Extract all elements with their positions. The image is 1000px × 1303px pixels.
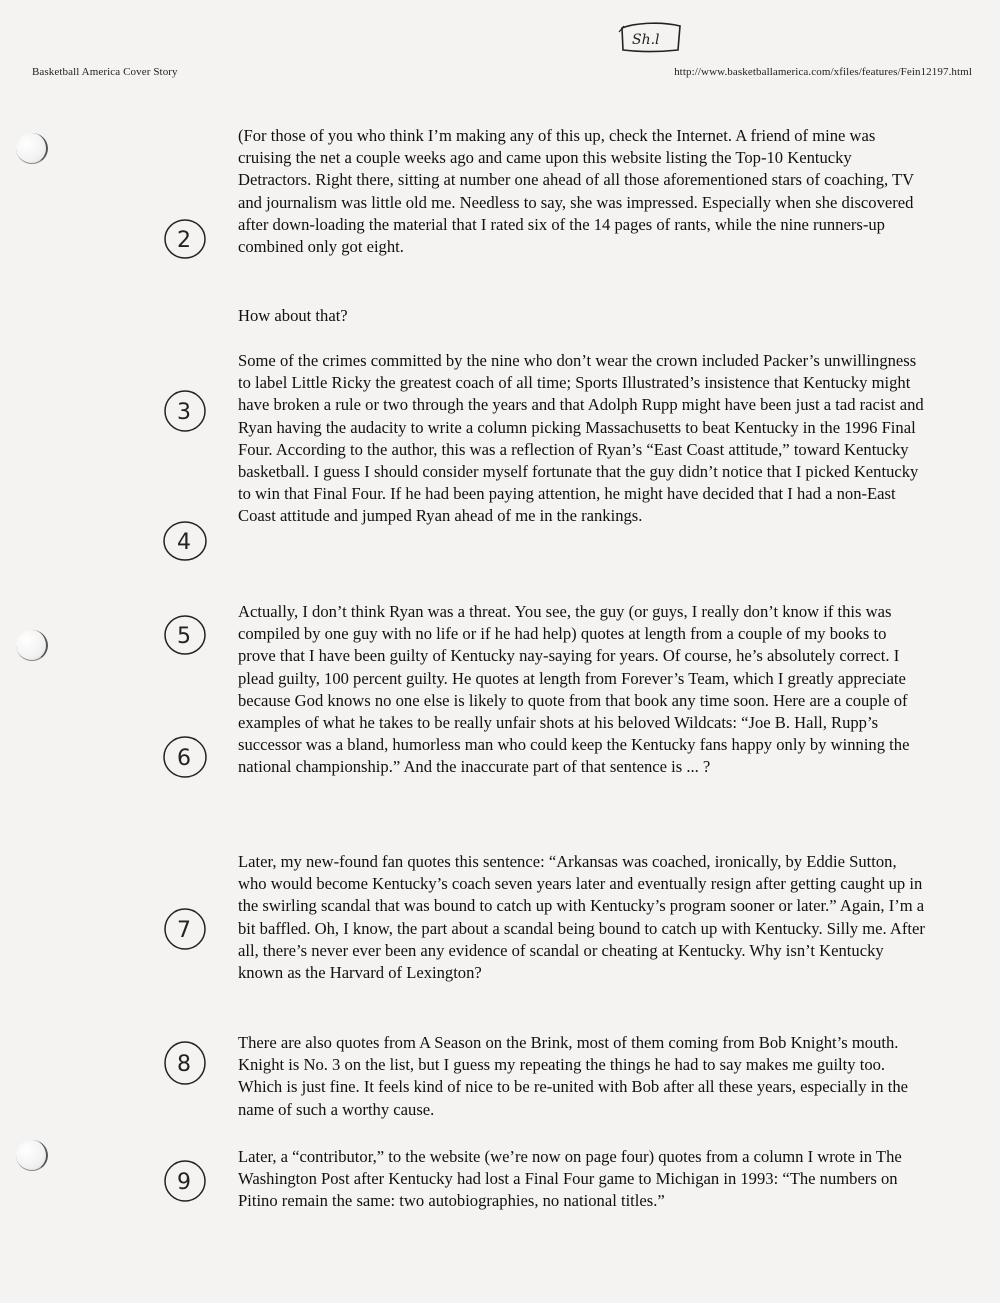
punch-hole <box>16 133 48 164</box>
margin-mark <box>162 906 208 952</box>
paragraph: Actually, I don’t think Ryan was a threat. You see, the guy (or guys, I really don’t know if this was compiled by one guy with no life or if he had help) quotes at length from a couple of my books to prove that I have been guilty of Kentucky nay-saying for years. Of course, he’s absolutely correct. I plead guilty, 100 percent guilty. He quotes at length from Forever’s Team, which I greatly appreciate because God knows no one else is likely to quote from that book any time soon. Here are a couple of examples of what he takes to be really unfair shots at his beloved Wildcats: “Joe B. Hall, Rupp’s successor was a bland, humorless man who could keep the Kentucky fans happy only by winning the national championship.” And the inaccurate part of that sentence is ... ? <box>238 602 910 777</box>
paragraph: How about that? <box>238 306 348 325</box>
punch-hole <box>16 1140 48 1171</box>
margin-mark <box>162 734 208 780</box>
svg-text:6: 6 <box>177 746 191 771</box>
article-body <box>238 1146 926 1213</box>
margin-mark <box>162 1158 208 1204</box>
margin-mark <box>162 612 208 658</box>
paragraph: Some of the crimes committed by the nine who don’t wear the crown included Packer’s unwillingness to label Little Ricky the greatest coach of all time; Sports Illustrated’s insistence that Kentucky might have broken a rule or two through the years and that Adolph Rupp might have been just a tad racist and Ryan having the audacity to write a column picking Massachusetts to beat Kentucky in the 1996 Final Four. According to the author, this was a reflection of Ryan’s “East Coast attitude,” toward Kentucky basketball. I guess I should consider myself fortunate that the guy didn’t notice that I picked Kentucky to win that Final Four. If he had been paying attention, he might have decided that I had a non-East Coast attitude and jumped Ryan ahead of me in the rankings. <box>238 351 924 526</box>
paragraph: Later, my new-found fan quotes this sentence: “Arkansas was coached, ironically, by Eddie Sutton, who would become Kentucky’s coach seven years later and eventually resign after getting caught up in the swirling scandal that was bound to catch up with Kentucky’s program sooner or later.” Again, I’m a bit baffled. Oh, I know, the part about a scandal being bound to catch up with Kentucky. Silly me. After all, there’s never ever been any evidence of scandal or cheating at Kentucky. Why isn’t Kentucky known as the Harvard of Lexington? <box>238 852 925 983</box>
article-body <box>238 1032 926 1121</box>
article-body <box>238 125 926 258</box>
article-body <box>238 350 926 528</box>
article-body <box>238 851 926 984</box>
svg-text:2: 2 <box>177 228 191 253</box>
article-body <box>238 305 926 327</box>
svg-text:8: 8 <box>177 1052 191 1077</box>
paragraph: (For those of you who think I’m making any of this up, check the Internet. A friend of mine was cruising the net a couple weeks ago and came upon this website listing the Top-10 Kentucky Detractors. Right there, sitting at number one ahead of all those aforementioned stars of coaching, TV and journalism was little old me. Needless to say, she was impressed. Especially when she discovered after down-loading the material that I rated six of the 14 pages of rants, while the nine runners-up combined only got eight. <box>238 126 914 257</box>
punch-hole <box>16 630 48 661</box>
handwritten-stamp <box>618 20 684 54</box>
article-body <box>238 601 926 779</box>
margin-mark <box>162 388 208 434</box>
svg-text:9: 9 <box>177 1170 191 1195</box>
margin-mark <box>162 216 208 262</box>
paragraph: There are also quotes from A Season on the Brink, most of them coming from Bob Knight’s mouth. Knight is No. 3 on the list, but I guess my repeating the things he had to say makes me guilty too. Which is just fine. It feels kind of nice to be re-united with Bob after all these years, especially in the name of such a worthy cause. <box>238 1033 908 1119</box>
svg-text:4: 4 <box>177 530 191 555</box>
header-url: http://www.basketballamerica.com/xfiles/features/Fein12197.html <box>674 66 972 78</box>
header-publication: Basketball America Cover Story <box>32 66 178 78</box>
margin-mark <box>162 1040 208 1086</box>
stamp-text: Sh.l <box>632 32 660 48</box>
svg-text:5: 5 <box>177 624 191 649</box>
svg-text:7: 7 <box>177 918 191 943</box>
svg-text:3: 3 <box>177 400 191 425</box>
margin-mark <box>162 518 208 564</box>
paragraph: Later, a “contributor,” to the website (we’re now on page four) quotes from a column I wrote in The Washington Post after Kentucky had lost a Final Four game to Michigan in 1993: “The numbers on Pitino remain the same: two autobiographies, no national titles.” <box>238 1147 902 1211</box>
